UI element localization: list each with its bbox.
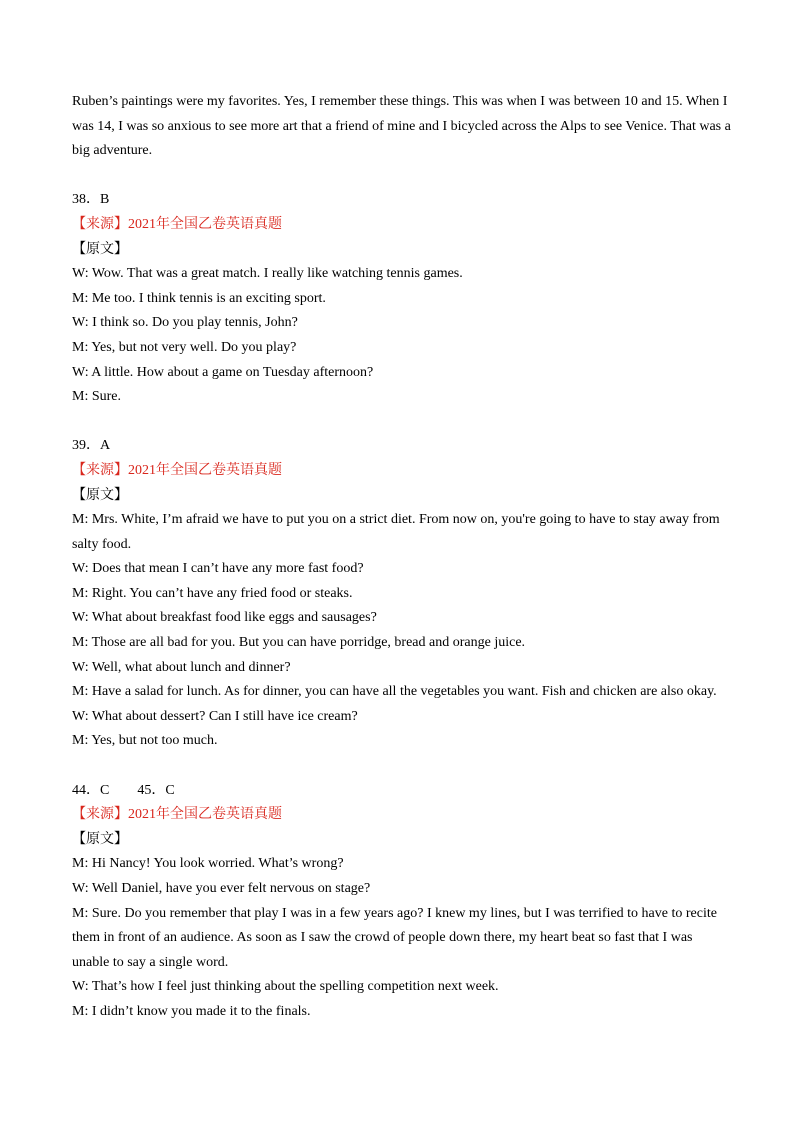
source-label: 【来源】2021年全国乙卷英语真题: [72, 216, 282, 232]
question-section-44-45: [72, 779, 732, 1025]
dialogue-line: W: Well, what about lunch and dinner?: [72, 659, 291, 675]
answer-44: 44．C: [72, 782, 110, 798]
dialogue-line: M: Sure. Do you remember that play I was in a few years ago? I knew my lines, but I was terrified to have to recite them in front of an audience. As soon as I saw the crowd of people down there, my heart beat so fast that I was unable to say a single word.: [72, 905, 717, 970]
dialogue-line: W: What about dessert? Can I still have ice cream?: [72, 708, 358, 724]
dialogue-line: M: Mrs. White, I’m afraid we have to put you on a strict diet. From now on, you're going to have to stay away from salty food.: [72, 512, 720, 552]
dialogue-line: W: A little. How about a game on Tuesday afternoon?: [72, 364, 374, 380]
question-section-38: [72, 188, 732, 409]
document-page: [72, 90, 732, 1025]
answer-key: [72, 188, 732, 213]
original-text-label: 【原文】: [72, 831, 128, 847]
dialogue-line: M: Me too. I think tennis is an exciting sport.: [72, 290, 326, 306]
dialogue-line: W: Does that mean I can’t have any more fast food?: [72, 561, 364, 577]
dialogue-line: W: What about breakfast food like eggs and sausages?: [72, 610, 377, 626]
dialogue-line: M: Hi Nancy! You look worried. What’s wrong?: [72, 856, 344, 872]
dialogue-line: W: Well Daniel, have you ever felt nervous on stage?: [72, 881, 371, 896]
dialogue-line: W: That’s how I feel just thinking about the spelling competition next week.: [72, 979, 499, 995]
answer-key: [72, 779, 732, 804]
original-text-label: 【原文】: [72, 487, 128, 503]
section-gap: [72, 164, 732, 189]
dialogue-line: M: Sure.: [72, 389, 121, 405]
source-label: 【来源】2021年全国乙卷英语真题: [72, 462, 282, 478]
dialogue-line: M: Yes, but not too much.: [72, 733, 218, 749]
dialogue-line: M: Have a salad for lunch. As for dinner, you can have all the vegetables you want. Fish and chicken are also okay.: [72, 684, 717, 700]
section-gap: [72, 410, 732, 435]
answer-39: 39．A: [72, 438, 111, 454]
answer-key: [72, 434, 732, 459]
intro-paragraph: Ruben’s paintings were my favorites. Yes, I remember these things. This was when I was between 10 and 15. When I was 14, I was so anxious to see more art that a friend of mine and I bicycled across the Alps to see Venice. That was a big adventure.: [72, 94, 731, 159]
dialogue-line: M: Those are all bad for you. But you can have porridge, bread and orange juice.: [72, 635, 526, 651]
dialogue-line: W: I think so. Do you play tennis, John?: [72, 315, 298, 331]
dialogue-line: M: Yes, but not very well. Do you play?: [72, 339, 297, 355]
answer-38: 38．B: [72, 192, 110, 208]
section-gap: [72, 754, 732, 779]
dialogue-line: W: Wow. That was a great match. I really like watching tennis games.: [72, 266, 463, 282]
original-text-label: 【原文】: [72, 241, 128, 257]
question-section-39: [72, 434, 732, 754]
source-label: 【来源】2021年全国乙卷英语真题: [72, 807, 282, 823]
dialogue-line: M: Right. You can’t have any fried food or steaks.: [72, 585, 353, 601]
dialogue-line: M: I didn’t know you made it to the finals.: [72, 1003, 311, 1019]
answer-45: 45．C: [137, 782, 175, 798]
